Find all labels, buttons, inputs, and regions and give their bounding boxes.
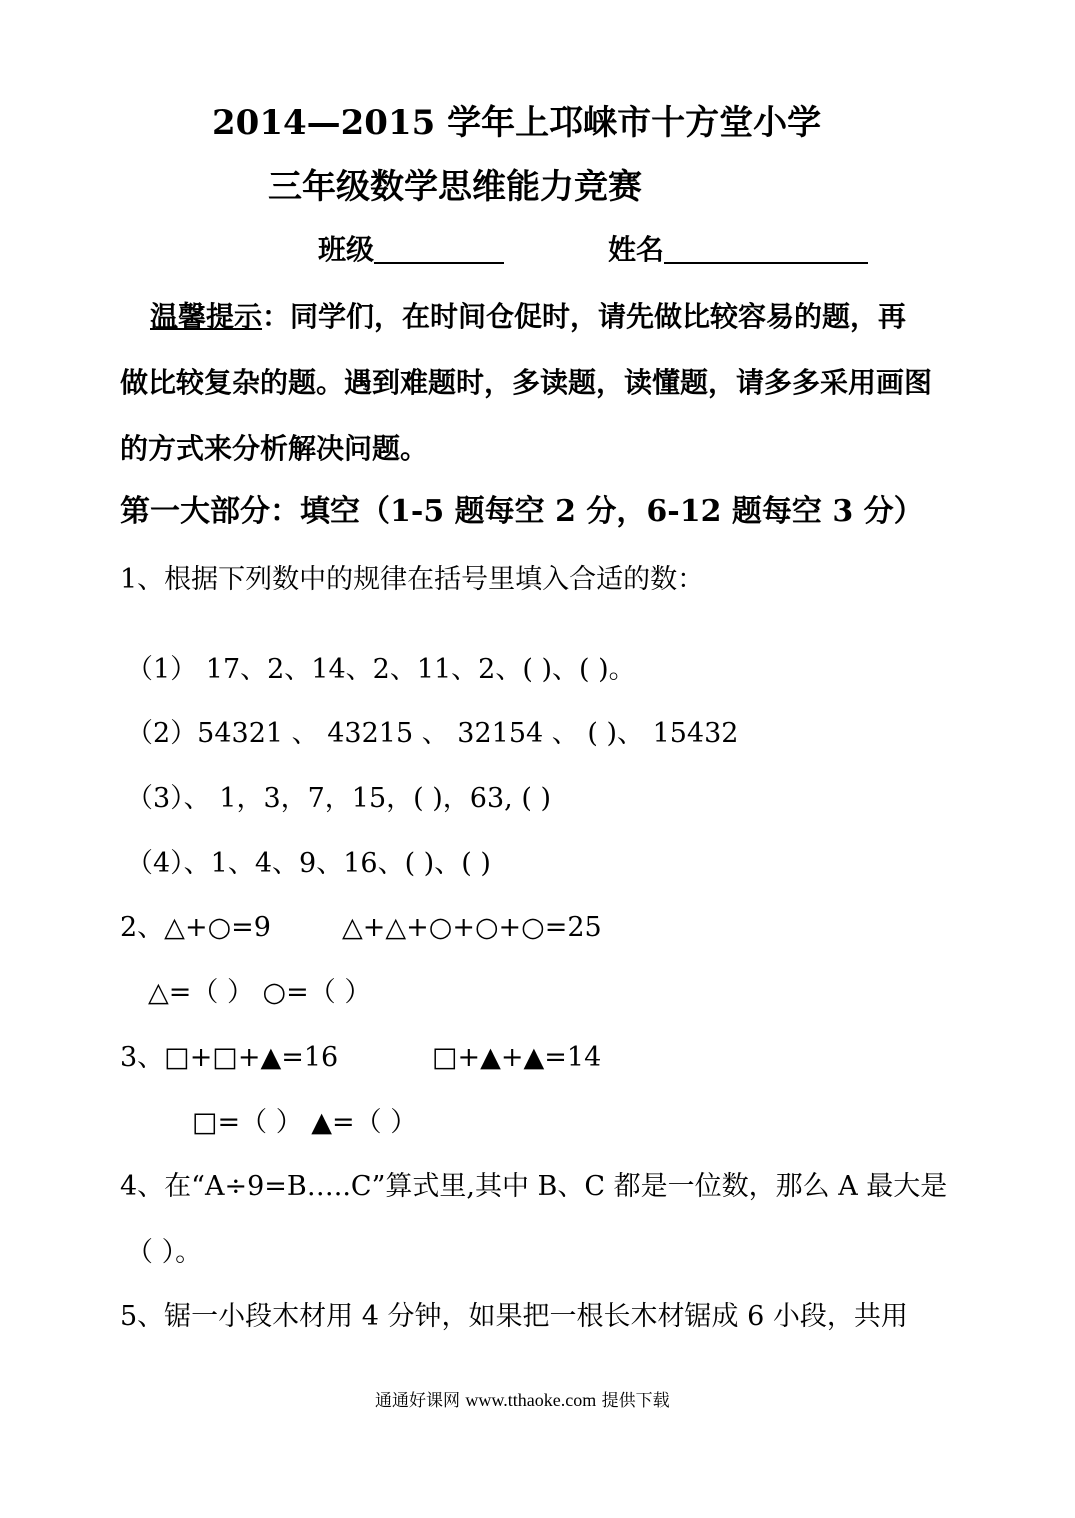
- name-label: 姓名: [608, 233, 665, 266]
- class-blank[interactable]: [374, 236, 504, 264]
- student-info-row: [318, 233, 868, 266]
- tip-text-line3: 的方式来分析解决问题。: [120, 432, 429, 465]
- q1-stem: 1、根据下列数中的规律在括号里填入合适的数：: [120, 564, 705, 595]
- q3-answers: □=（ ） ▲=（ ）: [192, 1107, 418, 1138]
- footer-url[interactable]: www.tthaoke.com: [465, 1390, 597, 1410]
- exam-title-line1: 2014—2015 学年上邛崃市十方堂小学: [212, 103, 822, 143]
- footer-site-name: 通通好课网: [375, 1391, 460, 1411]
- q3-equation2: □+▲+▲=14: [432, 1042, 602, 1073]
- q1-sub3: （3）、 1，3，7，15，( )，63, ( ): [126, 783, 551, 814]
- q4-line2: （ ）。: [126, 1237, 203, 1268]
- q1-sub4: （4）、1、4、9、16、( )、( ): [126, 848, 491, 879]
- tip-label: 温馨提示: [150, 300, 263, 333]
- footer: [375, 1391, 670, 1410]
- q2-equation2: △+△+○+○+○=25: [342, 912, 602, 943]
- footer-suffix: 提供下载: [601, 1391, 670, 1411]
- q1-sub1: （1） 17、2、14、2、11、2、( )、( )。: [126, 654, 636, 685]
- q2-equation1: 2、△+○=9: [120, 912, 271, 943]
- name-blank[interactable]: [664, 236, 868, 264]
- section-heading: 第一大部分：填空（1-5 题每空 2 分，6-12 题每空 3 分）: [120, 494, 924, 529]
- tip-text-line2: 做比较复杂的题。遇到难题时，多读题，读懂题，请多多采用画图: [120, 366, 933, 399]
- class-label: 班级: [318, 233, 375, 266]
- q5-line1: 5、锯一小段木材用 4 分钟，如果把一根长木材锯成 6 小段，共用: [120, 1301, 908, 1332]
- tip-line1: [150, 300, 907, 333]
- q1-sub2: （2）54321 、 43215 、 32154 、 ( )、 15432: [126, 718, 739, 749]
- q4-line1: 4、在“A÷9=B…..C”算式里,其中 B、C 都是一位数，那么 A 最大是: [120, 1171, 948, 1202]
- q2-answers: △=（ ） ○=（ ）: [148, 977, 372, 1008]
- exam-title-line2: 三年级数学思维能力竞赛: [268, 167, 642, 207]
- tip-text-line1: ：同学们，在时间仓促时，请先做比较容易的题，再: [262, 300, 907, 333]
- q3-equation1: 3、□+□+▲=16: [120, 1042, 339, 1073]
